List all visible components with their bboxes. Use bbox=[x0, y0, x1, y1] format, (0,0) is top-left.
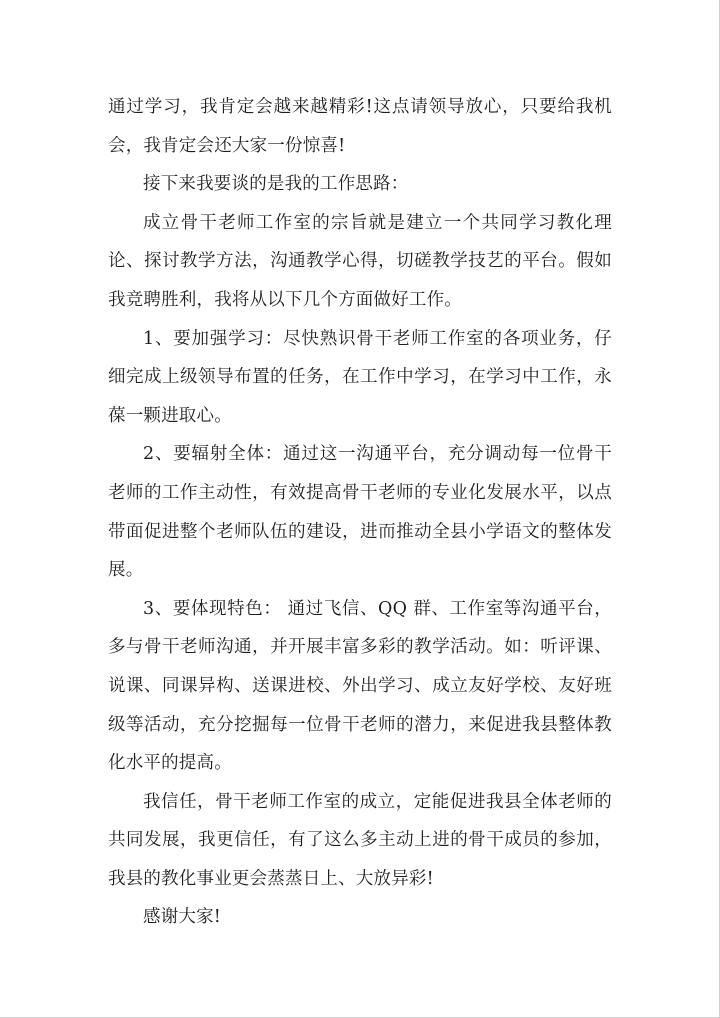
paragraph-point-2-radiate: 2、要辐射全体：通过这一沟通平台，充分调动每一位骨干老师的工作主动性，有效提高骨干老师的专业化发展水平，以点带面促进整个老师队伍的建设，进而推动全县小学语文的整体发展。 bbox=[108, 444, 612, 581]
paragraph-belief: 我信任，骨干老师工作室的成立，定能促进我县全体老师的共同发展，我更信任，有了这么多主动上进的骨干成员的参加，我县的教化事业更会蒸蒸日上、大放异彩! bbox=[108, 791, 612, 889]
document-body bbox=[108, 88, 612, 937]
paragraph-point-1-learning: 1、要加强学习：尽快熟识骨干老师工作室的各项业务，仔细完成上级领导布置的任务，在工作中学习，在学习中工作，永葆一颗进取心。 bbox=[108, 328, 612, 426]
paragraph-studio-purpose: 成立骨干老师工作室的宗旨就是建立一个共同学习教化理论、探讨教学方法，沟通教学心得，切磋教学技艺的平台。假如我竞聘胜利，我将从以下几个方面做好工作。 bbox=[108, 212, 612, 310]
paragraph-thanks: 感谢大家! bbox=[143, 907, 222, 928]
paragraph-point-3-features: 3、要体现特色： 通过飞信、QQ 群、工作室等沟通平台，多与骨干老师沟通，并开展丰富多彩的教学活动。如：听评课、说课、同课异构、送课进校、外出学习、成立友好学校、友好班级等活动，充分挖掘每一位骨干老师的潜力，来促进我县整体教化水平的提高。 bbox=[108, 598, 612, 774]
paragraph-work-ideas-intro: 接下来我要谈的是我的工作思路： bbox=[143, 174, 409, 195]
paragraph-continuation: 通过学习，我肯定会越来越精彩!这点请领导放心，只要给我机会，我肯定会还大家一份惊喜! bbox=[108, 97, 612, 156]
